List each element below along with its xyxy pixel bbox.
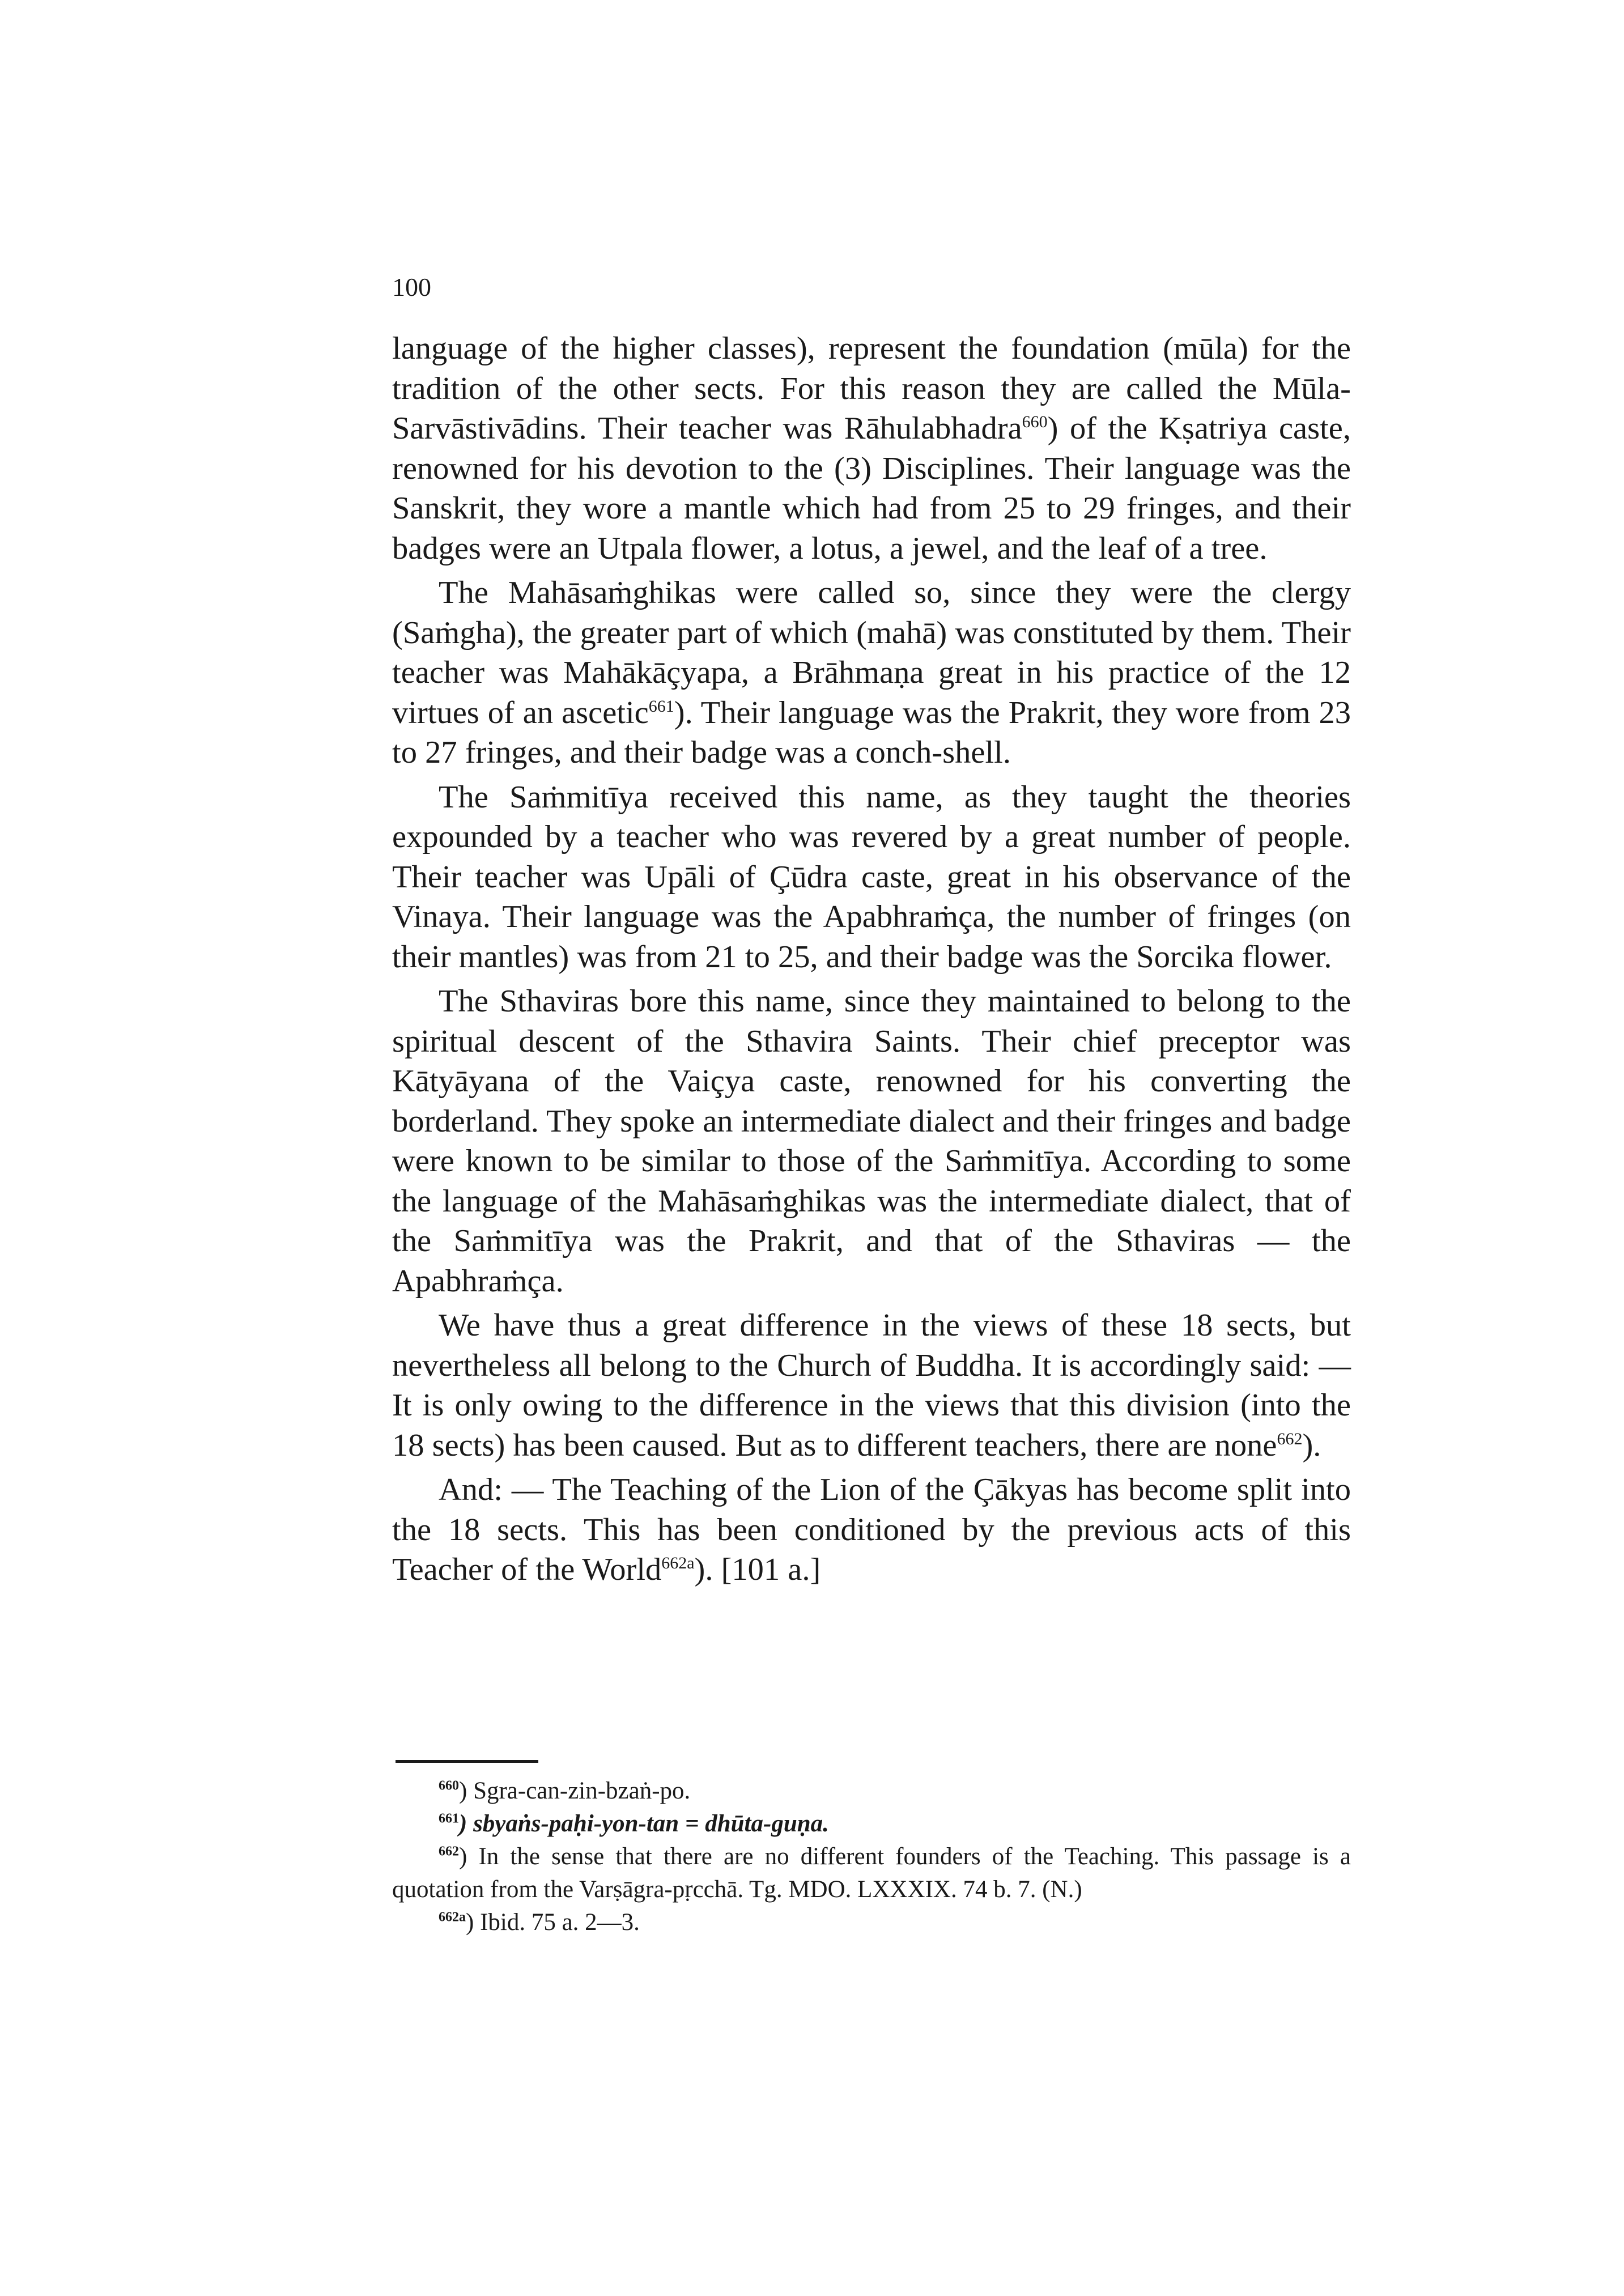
paragraph-tail: ). (1302, 1427, 1321, 1463)
footnote-661 (392, 1808, 1351, 1840)
footnote-ref-662[interactable]: 662 (1277, 1429, 1303, 1448)
paragraph-tail: ). Their language was the Prakrit, they wore from 23 to 27 fringes, and their badge was a conch-shell. (392, 695, 1351, 770)
footnote-662 (392, 1840, 1351, 1906)
footnote-number: 662a (439, 1910, 466, 1925)
footnote-text: ) Ibid. 75 a. 2—3. (466, 1909, 640, 1936)
page-number: 100 (392, 273, 431, 301)
footnote-text: ) Sgra-can-zin-bzaṅ-po. (459, 1778, 691, 1804)
footnote-ref-661[interactable]: 661 (648, 696, 674, 716)
paragraph-text: The Mahāsaṁghikas were called so, since they were the clergy (Saṁgha), the greater part of which (mahā) was constituted by them. Their teacher was Mahākāçyapa, a Brāhmaṇa great in his practice of the 12 virtues of an ascetic (392, 575, 1351, 730)
paragraph-text: The Sthaviras bore this name, since they maintained to belong to the spiritual descent of the Sthavira Saints. Their chief preceptor was Kātyāyana of the Vaiçya caste, renowned for his converting the borderland. They spoke an intermediate dialect and their fringes and badge were known to be similar to those of the Saṁmitīya. According to some the language of the Mahāsaṁghikas was the intermediate dialect, that of the Saṁmitīya was the Prakrit, and that of the Sthaviras — the Apabhraṁça. (392, 984, 1351, 1299)
footnote-660 (392, 1775, 1351, 1808)
paragraph-text: And: — The Teaching of the Lion of the Çākyas has become split into the 18 sects. This has been conditioned by the previous acts of this Teacher of the World (392, 1472, 1351, 1587)
footnote-ref-662a[interactable]: 662a (661, 1554, 695, 1573)
footnote-number: 660 (439, 1778, 459, 1793)
paragraph-text: The Saṁmitīya received this name, as they taught the theories expounded by a teacher who was revered by a great number of people. Their teacher was Upāli of Çūdra caste, great in his observance of the Vinaya. Their language was the Apabhraṁça, the number of fringes (on their mantles) was from 21 to 25, and their badge was the Sorcika flower. (392, 779, 1351, 975)
footnote-number: 661 (439, 1811, 459, 1826)
paragraph-tail: ). [101 a.] (694, 1552, 821, 1587)
paragraph-sthaviras (392, 981, 1351, 1301)
footnote-662a (392, 1906, 1351, 1939)
paragraph-text: language of the higher classes), represent the foundation (mūla) for the tradition of the other sects. For this reason they are called the Mūla-Sarvāstivādins. Their teacher was Rāhulabhadra (392, 331, 1351, 446)
body-text (392, 329, 1351, 1595)
paragraph-tail: ) of the Kṣatriya caste, renowned for his devotion to the (3) Disciplines. Their language was the Sanskrit, they wore a mantle which had from 25 to 29 fringes, and their badges were an Utpala flower, a lotus, a jewel, and the leaf of a tree. (392, 411, 1351, 566)
footnote-divider (396, 1760, 538, 1763)
paragraph-lion-of-cakyas (392, 1470, 1351, 1590)
footnote-number: 662 (439, 1844, 459, 1859)
paragraph-eighteen-sects (392, 1306, 1351, 1465)
footnotes (392, 1775, 1351, 1939)
paragraph-text: We have thus a great difference in the views of these 18 sects, but nevertheless all belong to the Church of Buddha. It is accordingly said: — It is only owing to the difference in the views that this division (into the 18 sects) has been caused. But as to different teachers, there are none (392, 1308, 1351, 1463)
paragraph-sammitiya (392, 777, 1351, 977)
paragraph-mahasamghikas (392, 573, 1351, 773)
footnote-ref-660[interactable]: 660 (1022, 413, 1048, 432)
footnote-text: ) sbyaṅs-paḥi-yon-tan = dhūta-guṇa. (459, 1810, 829, 1837)
paragraph-mula-sarvastivadins (392, 329, 1351, 568)
footnote-text: ) In the sense that there are no different founders of the Teaching. This passage is a quotation from the Varṣāgra-pṛcchā. Tg. MDO. LXXXIX. 74 b. 7. (N.) (392, 1843, 1351, 1903)
